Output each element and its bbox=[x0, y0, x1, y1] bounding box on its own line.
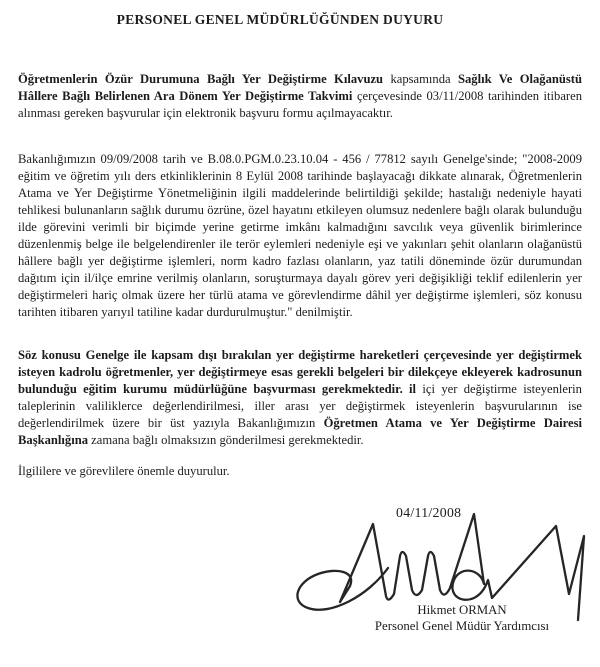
paragraph-intro-bold-calendar: Sağlık Ve Olağanüstü Hâllere Bağlı Belirlenen Ara Dönem Yer Değiştirme Takvimi bbox=[18, 72, 582, 103]
paragraph-procedure-bold-lead: Söz konusu Genelge ile kapsam dışı bırakılan yer değiştirme hareketleri çerçevesinde yer değiştirmek isteyen kadrolu öğretmenler, yer değiştirmeye esas gerekli belgeleri bir dilekçeye ekleyerek kadrosunun bulunduğu eğitim kurumu müdürlüğüne başvurması gerekmektedir. il bbox=[18, 348, 582, 396]
paragraph-intro-text-end: çerçevesinde 03/11/2008 tarihinden itibaren alınması gereken başvurular için elektronik başvuru formu açılmayacaktır. bbox=[18, 89, 583, 120]
signature-block bbox=[352, 602, 572, 634]
paragraph-circular-text: Bakanlığımızın 09/09/2008 tarih ve B.08.0.PGM.0.23.10.04 - 456 / 77812 sayılı Genelge'sinde; "2008-2009 eğitim ve öğretim yılı ders etkinliklerinin 8 Eylül 2008 tarihinde başlayacağı dikkate alınarak, Öğretmenlerin Atama ve Yer Değiştirme Yönetmeliğinin ilgili maddelerinde belirtildiği şekilde; hastalığı nedeniyle hayati tehlikesi bulunanların sağlık durumu özrüne, özel hayatını etkileyen olumsuz nedenlere bağlı olarak bulunduğu ilde görevini verimli bir biçimde yerine getirme imkânı kalmadığını savcılık veya güvenlik birimlerince düzenlenmiş belge ile belgelendirenler ile terör eylemleri nedeniyle eşi ve yakınları şehit olanların olağanüstü hâllere bağlı yer değiştirme işlemleri, norm kadro fazlası olanların, yaz tatili döneminde özür durumundan dağıtım için il/ilçe emrine verilmiş olanların, soruşturmaya dayalı görev yeri değişikliği teklif edilenlerin yer değiştirmeleri hariç olmak üzere her türlü atama ve görevlendirme dâhil yer değiştirme işlemleri, söz konusu tarihten itibaren yarıyıl tatiline kadar durdurulmuştur." denilmiştir. bbox=[18, 152, 582, 319]
page-title: PERSONEL GENEL MÜDÜRLÜĞÜNDEN DUYURU bbox=[116, 12, 444, 27]
paragraph-procedure-text-end: zamana bağlı olmaksızın gönderilmesi gerekmektedir. bbox=[88, 433, 364, 447]
paragraph-intro-bold-guide: Öğretmenlerin Özür Durumuna Bağlı Yer Değiştirme Kılavuzu bbox=[18, 72, 384, 86]
paragraph-intro bbox=[18, 71, 582, 122]
signature-date: 04/11/2008 bbox=[396, 505, 462, 520]
paragraph-intro-text: kapsamında bbox=[383, 72, 458, 86]
paragraph-procedure-text: içi yer değiştirme isteyenlerin taleplerinin valiliklerce değerlendirilmesi, iller arası yer değiştirmek isteyenlerin başvurularının ise değerlendirilmek üzere bir üst yazıyla Bakanlığımızın bbox=[18, 382, 582, 430]
paragraph-circular-quote bbox=[18, 151, 582, 321]
signer-name: Hikmet ORMAN bbox=[417, 603, 507, 617]
paragraph-procedure-bold-department: Öğretmen Atama ve Yer Değiştirme Dairesi Başkanlığına bbox=[18, 416, 582, 447]
paragraph-closing: İlgililere ve görevlilere önemle duyurulur. bbox=[18, 464, 230, 478]
signer-title: Personel Genel Müdür Yardımcısı bbox=[374, 619, 550, 633]
paragraph-application-procedure bbox=[18, 347, 582, 449]
